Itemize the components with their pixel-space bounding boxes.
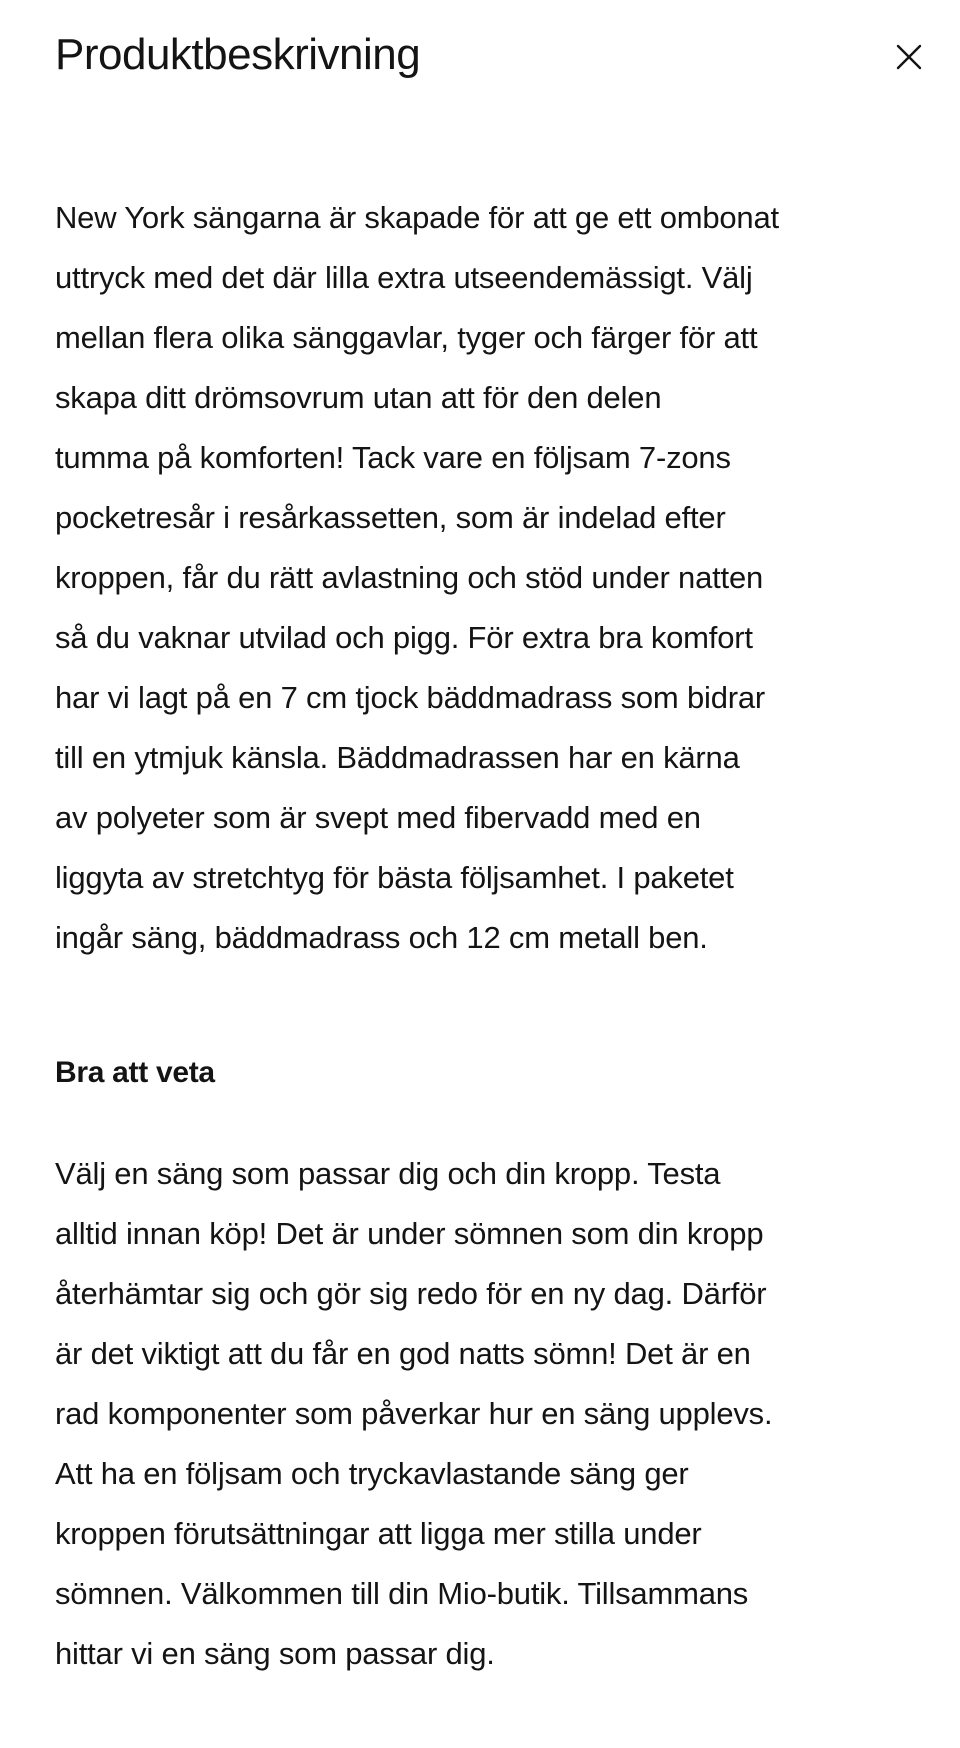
text-line: kroppen förutsättningar att ligga mer stilla under (55, 1516, 702, 1551)
text-line: skapa ditt drömsovrum utan att för den delen (55, 380, 662, 415)
text-line: mellan flera olika sänggavlar, tyger och färger för att (55, 320, 758, 355)
text-line: tumma på komforten! Tack vare en följsam 7-zons (55, 440, 731, 475)
close-button[interactable] (888, 36, 930, 78)
text-line: hittar vi en säng som passar dig. (55, 1636, 495, 1671)
text-line: till en ytmjuk känsla. Bäddmadrassen har en kärna (55, 740, 740, 775)
text-line: Att ha en följsam och tryckavlastande säng ger (55, 1456, 689, 1491)
text-line: ingår säng, bäddmadrass och 12 cm metall ben. (55, 920, 708, 955)
description-paragraph-good-to-know (55, 1144, 932, 1684)
modal-header (55, 0, 932, 80)
text-line: kroppen, får du rätt avlastning och stöd under natten (55, 560, 764, 595)
close-icon (895, 43, 923, 71)
good-to-know-heading: Bra att veta (55, 1056, 215, 1089)
text-line: återhämtar sig och gör sig redo för en ny dag. Därför (55, 1276, 767, 1311)
text-line: är det viktigt att du får en god natts sömn! Det är en (55, 1336, 751, 1371)
text-line: Välj en säng som passar dig och din kropp. Testa (55, 1156, 721, 1191)
text-line: har vi lagt på en 7 cm tjock bäddmadrass som bidrar (55, 680, 766, 715)
text-line: så du vaknar utvilad och pigg. För extra bra komfort (55, 620, 753, 655)
text-line: rad komponenter som påverkar hur en säng upplevs. (55, 1396, 773, 1431)
text-line: uttryck med det där lilla extra utseendemässigt. Välj (55, 260, 753, 295)
text-line: pocketresår i resårkassetten, som är indelad efter (55, 500, 726, 535)
text-line: liggyta av stretchtyg för bästa följsamhet. I paketet (55, 860, 734, 895)
text-line: alltid innan köp! Det är under sömnen som din kropp (55, 1216, 764, 1251)
description-paragraph-main (55, 188, 932, 968)
modal-title: Produktbeskrivning (55, 30, 421, 79)
text-line: av polyeter som är svept med fibervadd med en (55, 800, 701, 835)
text-line: sömnen. Välkommen till din Mio-butik. Tillsammans (55, 1576, 749, 1611)
text-line: New York sängarna är skapade för att ge ett ombonat (55, 200, 779, 235)
